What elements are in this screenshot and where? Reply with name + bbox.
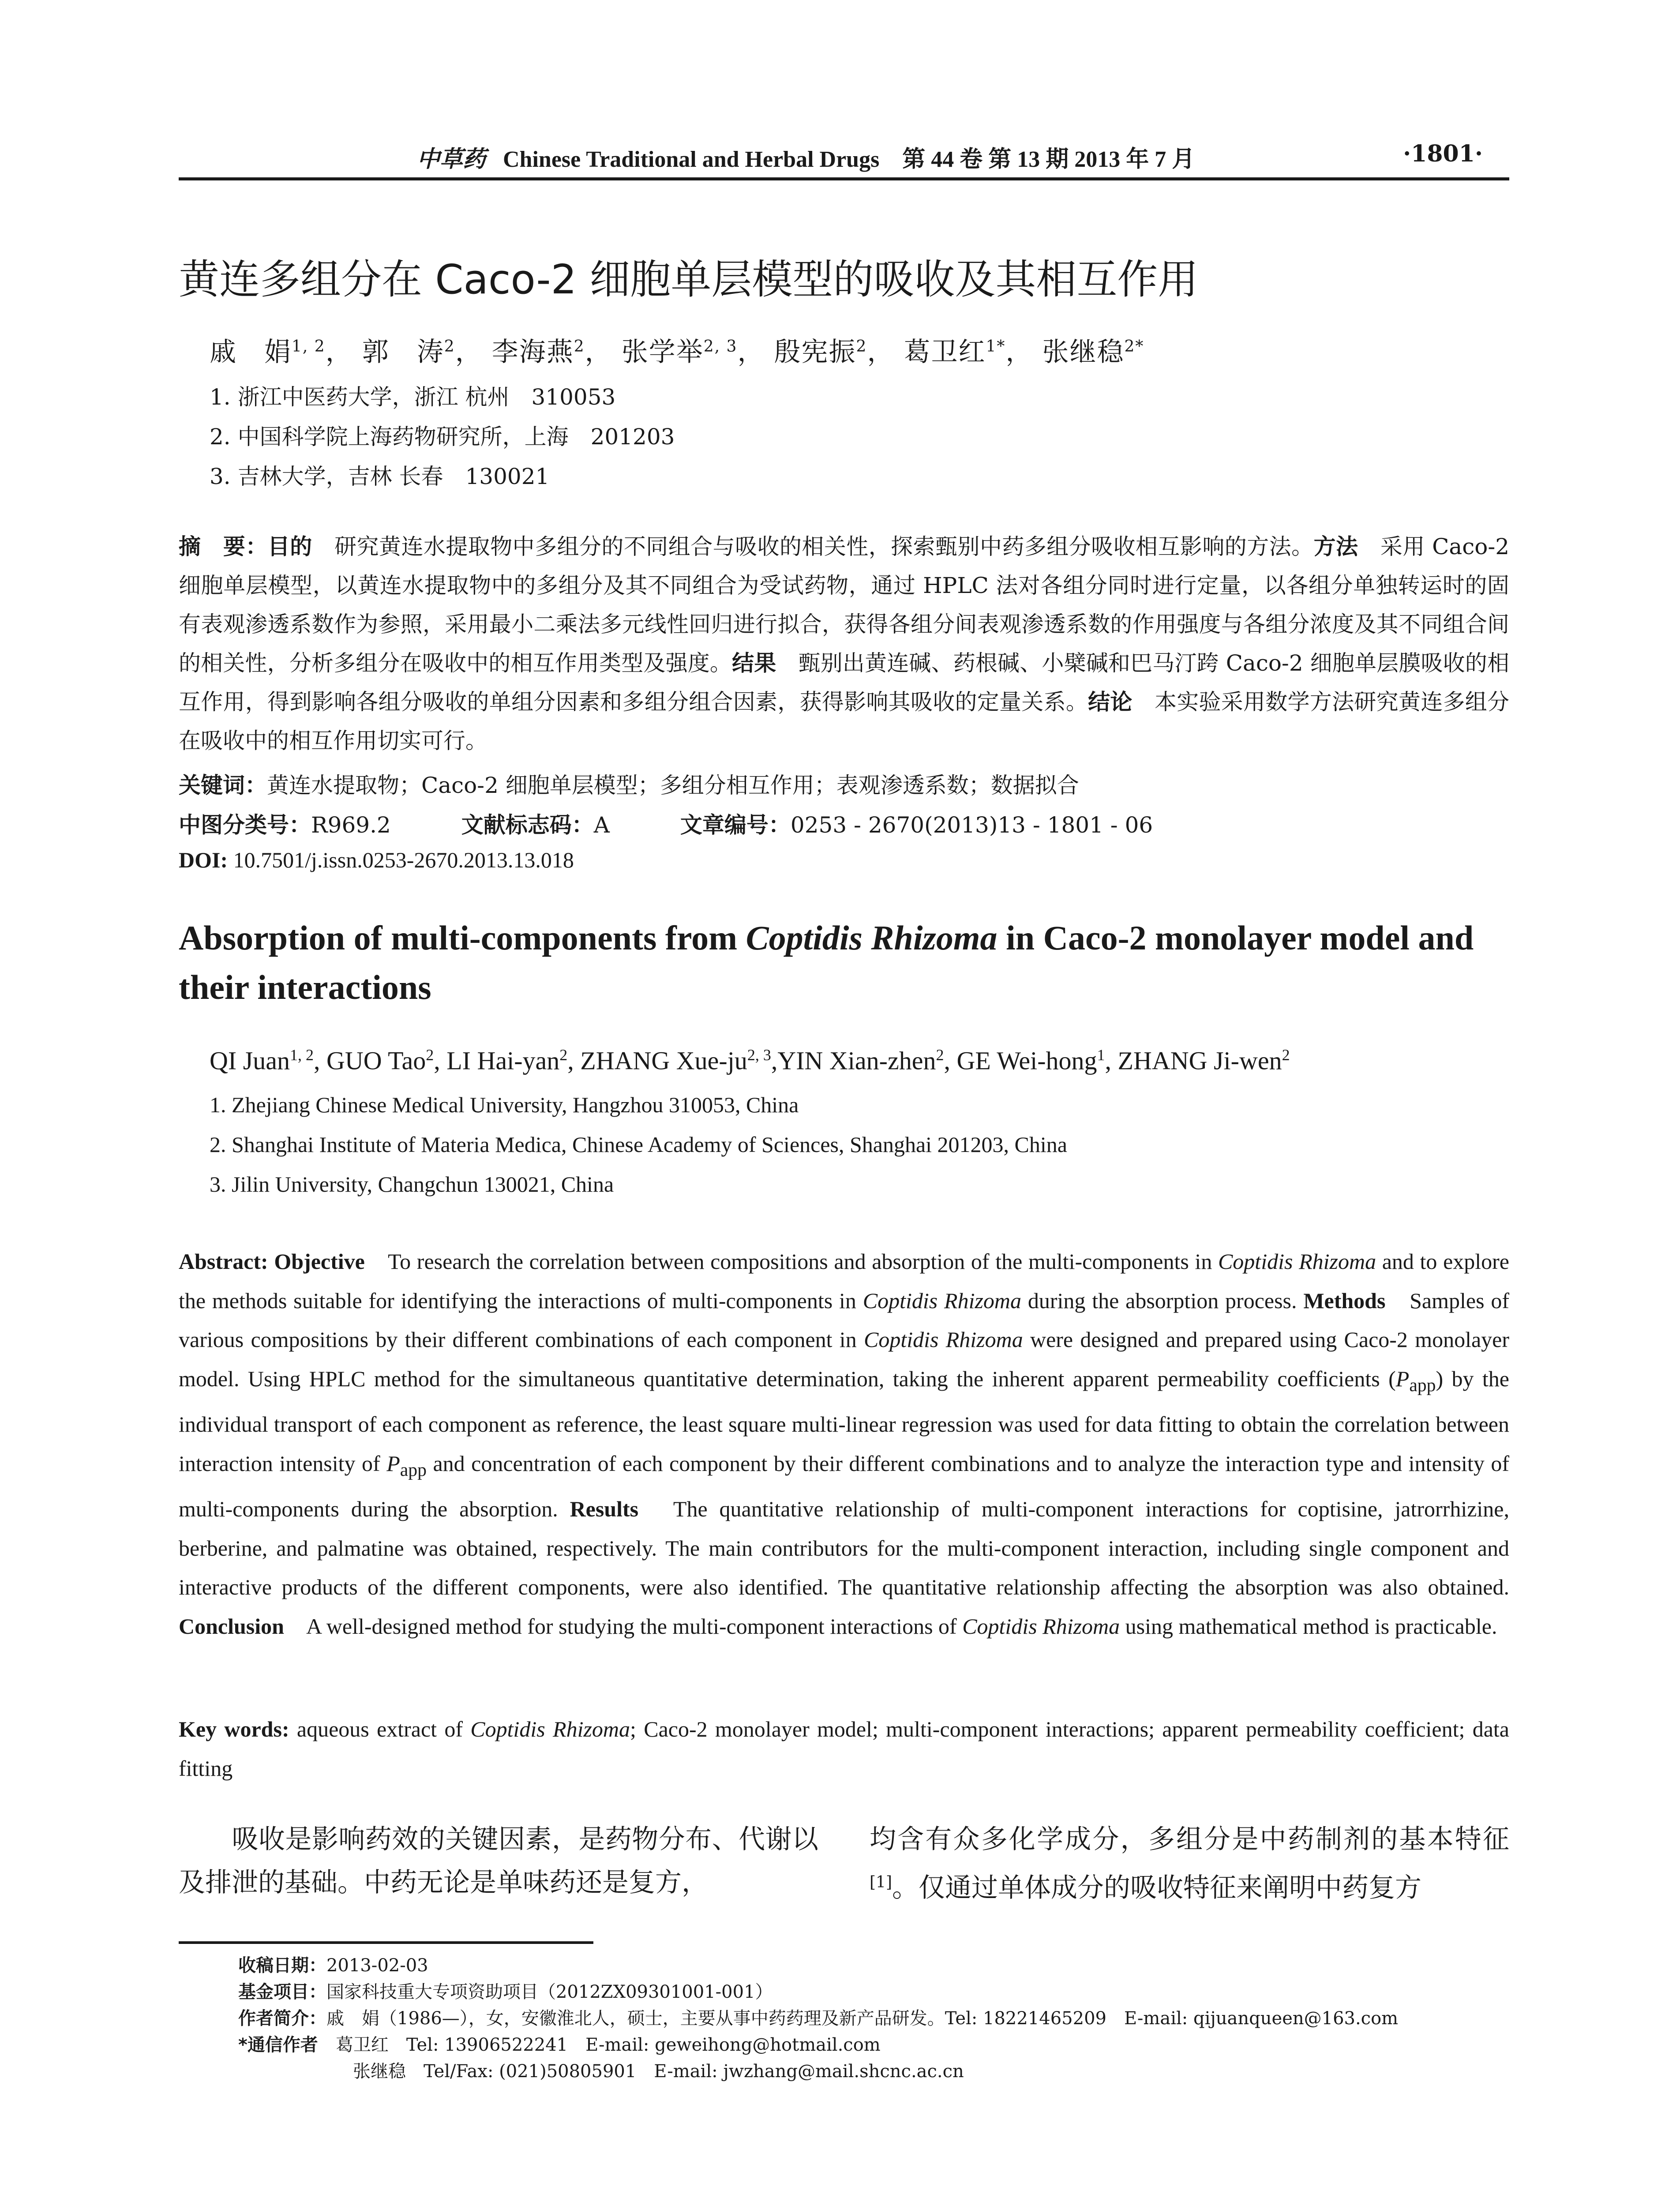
english-title: Absorption of multi-components from Coptidis Rhizoma in Caco-2 monolayer model and their interactions (179, 919, 1474, 1006)
keywords-en: Key words: aqueous extract of Coptidis Rhizoma; Caco-2 monolayer model; multi-component interactions; apparent permeability coefficient; data fitting (179, 1717, 1509, 1781)
footnote-corresponding-2: 张继稳 Tel/Fax: (021)50805901 E-mail: jwzhang@mail.shcnc.ac.cn (353, 2061, 964, 2082)
chinese-authors: 戚 娟$^{1, 2}$， 郭 涛$^2$， 李海燕$^2$， 张学举$^{2, 3}$， 殷宪振$^2$， 葛卫红$^{1*}$， 张继稳$^{2*}$ (210, 337, 1144, 368)
footnote-rule (179, 1941, 593, 1944)
author-cn: 张学举 (621, 337, 704, 368)
doi-line: DOI: 10.7501/j.issn.0253-2670.2013.13.018 (179, 848, 574, 872)
footnote-bio: 作者简介：戚 娟（1986—），女，安徽淮北人，硕士，主要从事中药药理及新产品研发。Tel: 18221465209 E-mail: qijuanqueen@163.com (238, 2008, 1399, 2029)
affiliation-en-1: 1. Zhejiang Chinese Medical University, Hangzhou 310053, China (210, 1092, 799, 1117)
english-authors: QI Juan$^{1, 2}$, GUO Tao$^2$, LI Hai-yan$^2$, ZHANG Xue-ju$^{2, 3}$,YIN Xian-zhen$^2$, GE Wei-hong$^1$, ZHANG Ji-wen$^2$ (210, 1046, 1290, 1075)
affiliation-cn-3: 3. 吉林大学，吉林 长春 130021 (210, 464, 550, 489)
page-number: ·1801· (1403, 140, 1483, 167)
author-cn: 殷宪振 (774, 337, 856, 368)
author-cn: 郭 涛 (362, 337, 444, 368)
affiliation-cn-2: 2. 中国科学院上海药物研究所，上海 201203 (210, 424, 675, 450)
footnote-received: 收稿日期：2013-02-03 (238, 1955, 428, 1976)
author-cn: 张继稳 (1042, 337, 1125, 368)
keywords-cn: 关键词：黄连水提取物；Caco-2 细胞单层模型；多组分相互作用；表观渗透系数；数据拟合 (179, 773, 1079, 798)
author-cn: 葛卫红 (904, 337, 986, 368)
affiliation-en-3: 3. Jilin University, Changchun 130021, China (210, 1172, 614, 1197)
author-cn: 李海燕 (491, 337, 574, 368)
running-header (179, 140, 1509, 180)
chinese-abstract: 摘 要：目的 研究黄连水提取物中多组分的不同组合与吸收的相关性，探索甄别中药多组分吸收相互影响的方法。方法 采用 Caco-2 细胞单层模型，以黄连水提取物中的多组分及其不同组合为受试药物，通过 HPLC 法对各组分同时进行定量，以各组分单独转运时的固有表观渗透系数作为参照，采用最小二乘法多元线性回归进行拟合，获得各组分间表观渗透系数的作用强度与各组分浓度及其不同组合间的相关性，分析多组分在吸收中的相互作用类型及强度。结果 甄别出黄连碱、药根碱、小檗碱和巴马汀跨 Caco-2 细胞单层膜吸收的相互作用，得到影响各组分吸收的单组分因素和多组分组合因素，获得影响其吸收的定量关系。结论 本实验采用数学方法研究黄连多组分在吸收中的相互作用切实可行。 (179, 534, 1510, 754)
footnote-corresponding: *通信作者 葛卫红 Tel: 13906522241 E-mail: geweihong@hotmail.com (238, 2035, 881, 2055)
chinese-title: 黄连多组分在 Caco-2 细胞单层模型的吸收及其相互作用 (179, 256, 1199, 303)
classification-line: 中图分类号：R969.2 文献标志码：A 文章编号：0253 - 2670(2013)13 - 1801 - 06 (179, 812, 1153, 838)
journal-info: Chinese Traditional and Herbal Drugs 第 44 卷 第 13 期 2013 年 7 月 (503, 147, 1195, 172)
affiliation-en-2: 2. Shanghai Institute of Materia Medica, Chinese Academy of Sciences, Shanghai 201203, China (210, 1132, 1067, 1157)
footnote-fund: 基金项目：国家科技重大专项资助项目（2012ZX09301001-001） (238, 1982, 773, 2002)
body-right-column: 均含有众多化学成分，多组分是中药制剂的基本特征[1]。仅通过单体成分的吸收特征来阐明中药复方 (870, 1824, 1509, 1903)
english-abstract: Abstract: Objective To research the correlation between compositions and absorption of the multi-components in Coptidis Rhizoma and to explore the methods suitable for identifying the interactions of multi-components in Coptidis Rhizoma during the absorption process. Methods Samples of various compositions by their different combinations of each component in Coptidis Rhizoma were designed and prepared using Caco-2 monolayer model. Using HPLC method for the simultaneous quantitative determination, taking the inherent apparent permeability coefficients $(P_{app})$ by the individual transport of each component as reference, the least square multi-linear regression was used for data fitting to obtain the correlation between interaction intensity of $P_{app}$ and concentration of each component by their different combinations and to analyze the interaction type and intensity of multi-components during the absorption. Results The quantitative relationship of multi-component interactions for coptisine, jatrorrhizine, berberine, and palmatine was obtained, respectively. The main contributors for the multi-component interaction, including single component and interactive products of the different components, were also identified. The quantitative relationship affecting the absorption was also obtained. Conclusion A well-designed method for studying the multi-component interactions of Coptidis Rhizoma using mathematical method is practicable. (179, 1249, 1510, 1639)
affiliation-cn-1: 1. 浙江中医药大学，浙江 杭州 310053 (210, 384, 616, 410)
header-rule (179, 177, 1509, 180)
journal-logo: 中草药 (417, 146, 486, 173)
author-cn: 戚 娟 (210, 337, 292, 368)
body-left-column: 吸收是影响药效的关键因素，是药物分布、代谢以及排泄的基础。中药无论是单味药还是复方， (179, 1824, 818, 1898)
